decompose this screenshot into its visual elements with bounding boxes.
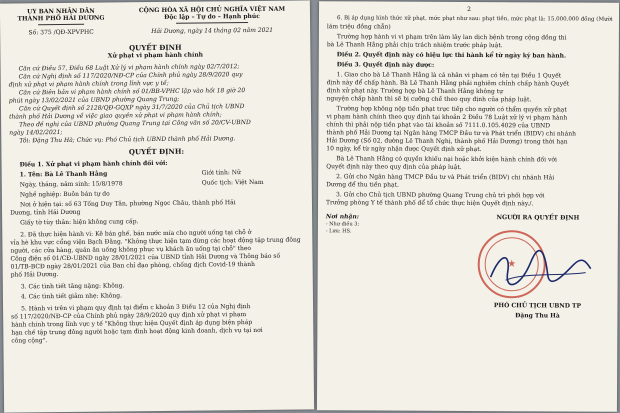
recipient-item: - Lưu: HS. [325,228,352,235]
agency-name-line2: THÀNH PHỐ HẢI DƯƠNG [17,14,105,23]
article-1-heading: Điều 1. Xử phạt vi phạm hành chính đối với: [19,159,168,169]
mitigating-circumstances: 4. Các tình tiết giảm nhẹ: Không. [20,292,123,301]
article-3-line: nguyện chấp hành thì sẽ bị cưỡng chế theo quy định của pháp luật. [326,95,532,104]
provision-line: hành chính trong lĩnh vực y tế "Không thực hiện Quyết định áp dụng biện pháp [11,319,253,329]
article-3-line: Hải Dương (Số 02, đường Lê Thanh Nghị, thành phố Hải Dương) trong thời hạn [326,137,568,146]
article-3-line: chính thì phải nộp tiền phạt vào tài khoản số 7111.0.105.4029 của UBND [326,121,551,130]
violation-line: phố Hải Dương. [10,271,59,279]
violator-dob: Ngày, tháng, năm sinh: 15/8/1978 [19,180,123,189]
seal-star-icon: ★ [507,258,517,270]
violator-nationality: Quốc tịch: Việt Nam [201,178,264,187]
article-3-line: vi phạm hành chính theo quy định tại khoản 2 Điều 78 Luật xử lý vi phạm hành [326,113,568,122]
legal-basis-line: định xử phạt vi phạm hành chính trong lĩnh vực y tế; [8,79,169,89]
article-3-line: Trưởng phòng Y tế thành phố để tổ chức thực hiện Quyết định này./. [325,199,534,208]
signer-name: Đặng Thu Hà [515,312,560,320]
signer-heading: NGƯỜI RA QUYẾT ĐỊNH [496,214,580,222]
article-3-line: định này để chấp hành. Bà Lê Thanh Hằng phải nghiêm chỉnh chấp hành Quyết [326,79,570,88]
violator-gender: Giới tính: Nữ [201,169,241,177]
provision-line: công cộng". [11,337,48,345]
violator-address-line: Nơi ở hiện tại: số 63 Tống Duy Tân, phường Ngọc Châu, thành phố Hải [19,199,236,209]
violation-line: vỉa hè khu vực cổng viện Bạch Đằng. "Không thực hiện tạm dừng các hoạt động tập trung đông [10,236,301,247]
article-3-line: thành phố Hải Dương tại Ngân hàng TMCP Đầu tư và Phát triển (BIDV) chi nhánh [326,129,576,138]
legal-basis-line: Căn cứ Biên bản vi phạm hành chính số 01/BB-VPHC lập vào hồi 18 giờ 20 [18,87,246,97]
legal-basis-line: Căn cứ Quyết định số 2128/QĐ-GQXP ngày 31/7/2020 của Chủ tịch UBND [18,103,245,113]
document-title: QUYẾT ĐỊNH [128,42,182,53]
liability-line: bà Lê Thanh Hằng phải chịu trách nhiệm trước pháp luật. [326,41,503,50]
article-3-line: định xử phạt này. Trường hợp bà Lê Thanh Hằng không tự [326,87,504,96]
document-number: Số: 375 /QĐ-XPVPHC [28,28,94,37]
penalty-line: 6. Bị áp dụng hình thức xử phạt, mức phạt như sau: phạt tiền, mức phạt là: 15.000.000 đồng (Mười [336,15,613,23]
violator-id: Giấy tờ tùy thân: hiện không cung cấp. [20,218,139,227]
document-date: Hải Dương, ngày 14 tháng 02 năm 2021 [151,26,274,36]
legal-basis-line: ngày 14/02/2021; [9,128,63,137]
document-page-2 [317,1,619,412]
document-subtitle: Xử phạt vi phạm hành chính [107,51,204,60]
signer-title: PHÓ CHỦ TỊCH UBND TP [493,302,582,310]
violation-line: Công điện số 01/CĐ-UBND ngày 28/01/2021 của UBND tỉnh Hải Dương và Thông báo số [10,252,281,263]
provision-line: 5. Hành vi trên vi phạm quy định tại điểm c khoản 3 Điều 12 của Nghị định [21,303,251,313]
recipient-item: - Như điều 3; [325,221,360,228]
article-3-line: Trường hợp không nộp tiền phạt trực tiếp cho người có thẩm quyền xử phạt [336,105,567,114]
article-3-line: Dương để thu tiền phạt. [326,181,399,189]
legal-basis-line: Theo đề nghị của UBND phường Quang Trung tại Công văn số 20/CV-UBND [19,119,251,129]
article-3-line: 1. Giao cho bà Lê Thanh Hằng là cá nhân vi phạm có tên tại Điều 1 Quyết [336,71,562,80]
violator-name: 1. Tên: Bà Lê Thanh Hằng [19,170,108,179]
article-3-line: 3. Gửi cho Chủ tịch UBND phường Quang Trung chủ trì phối hợp với [336,191,545,200]
violator-occupation: Nghề nghiệp: Buôn bán tự do [19,190,110,199]
page-number: 2 [467,5,471,14]
legal-basis-line: phút ngày 13/02/2021 của UBND phường Quang Trung; [8,95,180,105]
penalty-line: lăm triệu đồng chẵn) [326,23,391,31]
legal-basis-line: Căn cứ Nghị định số 117/2020/NĐ-CP của Chính phủ ngày 28/9/2020 quy [18,71,243,81]
legal-basis-line: Tôi: Đặng Thu Hà; Chức vụ: Phó Chủ tịch UBND thành phố Hải Dương. [19,135,236,145]
provision-line: số 117/2020/NĐ-CP của Chính phủ ngày 28/9/2020 quy định xử phạt vi phạm [11,311,247,321]
violation-line: 2. Đã thực hiện hành vi: Kê bán ghế, bán nước mía cho người uống tại chỗ ở [20,229,252,239]
article-2: Điều 2. Quyết định này có hiệu lực thi hành kể từ ngày ký ban hành. [336,51,567,60]
recipients-label: Nơi nhận: [325,213,360,221]
agency-name-line1: UY BAN NHÂN DÂN [27,7,95,16]
article-3-line: Bà Lê Thanh Hằng có quyền khiếu nại hoặc khởi kiện hành chính đối với [336,155,557,164]
article-3-line: 2. Gửi cho Ngân hàng TMCP Đầu tư và Phát triển (BIDV) chi nhánh Hải [336,173,555,182]
article-3-line: Quyết định này theo quy định của pháp luật. [326,163,462,171]
violation-line: 01/TB-BCĐ ngày 28/01/2021 của Ban chỉ đạo phòng, chống dịch Covid-19 thành [10,260,255,271]
article-3-heading: Điều 3. Quyết định này được: [336,61,435,69]
handwritten-signature [486,242,596,293]
nation-header: CỘNG HÒA XÃ HỘI CHỦ NGHĨA VIỆT NAM [138,5,286,15]
decide-heading: QUYẾT ĐỊNH: [128,146,185,157]
liability-line: Trường hợp hành vi vi phạm trên làm lây lan dịch bệnh trong cộng đồng thì [336,33,567,42]
legal-basis-line: Căn cứ Điều 57, Điều 68 Luật Xử lý vi phạm hành chính ngày 02/7/2012; [18,63,240,73]
motto-underline [176,22,248,24]
violator-address-line: Dương, tỉnh Hải Dương [10,208,81,217]
violation-line: người, các cửa hàng, quán ăn uống không phục vụ khách ăn uống tại chỗ" theo [10,245,252,255]
provision-line: hạn chế tập trung đông người hoặc tạm đình hoạt động kinh doanh, dịch vụ tại nơi [11,326,263,337]
agency-underline [38,24,84,25]
nation-motto: Độc lập – Tự do – Hạnh phúc [164,12,260,21]
aggravating-circumstances: 3. Các tình tiết tăng nặng: Không. [20,282,125,291]
article-3-line: 10 ngày, kể từ ngày nhận được Quyết định xử phạt. [326,145,482,154]
legal-basis-line: thành phố Hải Dương về việc giao quyền xử phạt vi phạm hành chính; [9,111,222,121]
